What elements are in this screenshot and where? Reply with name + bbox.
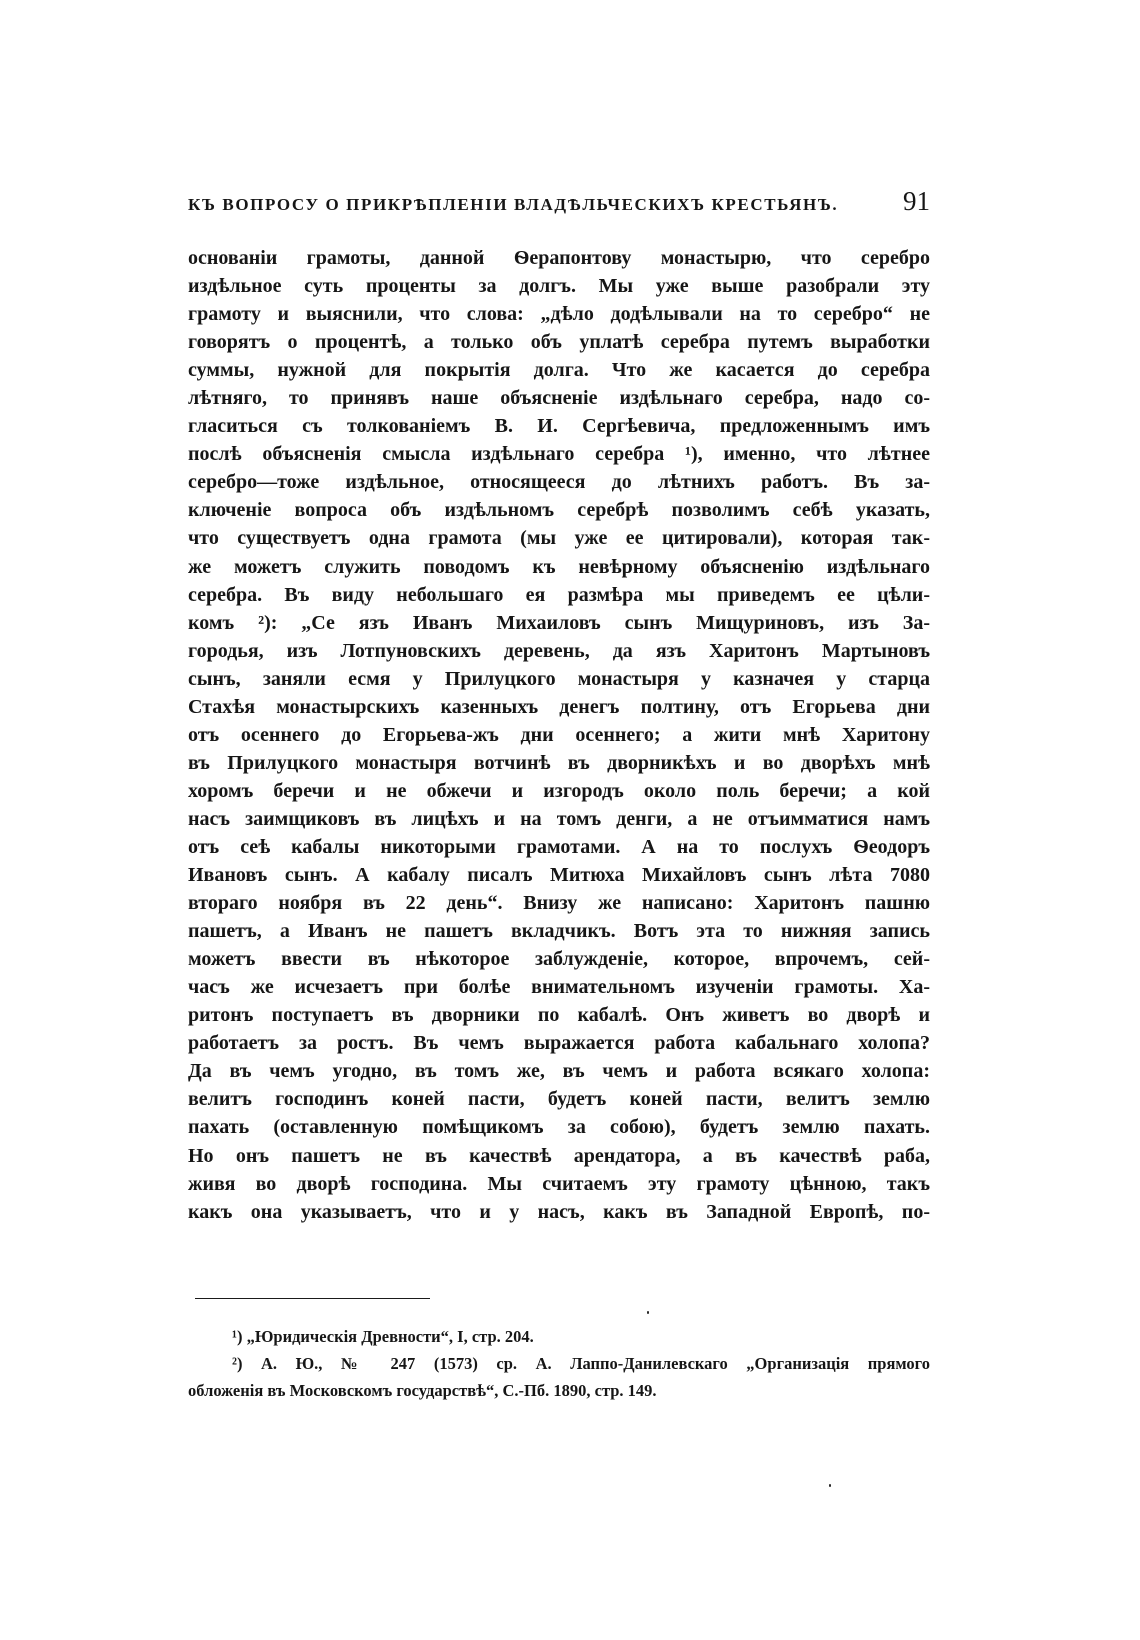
- text-line: часъ же исчезаетъ при болѣе внимательномъ изученіи грамоты. Ха-: [188, 976, 930, 999]
- text-line: что существуетъ одна грамота (мы уже ее цитировали), которая так-: [188, 527, 930, 550]
- footnote-2: ²) А. Ю., № 247 (1573) ср. А. Лаппо-Данилевскаго „Организація прямого: [232, 1354, 930, 1373]
- text-line: суммы, нужной для покрытія долга. Что же касается до серебра: [188, 359, 930, 382]
- text-line: говорятъ о процентѣ, а только объ уплатѣ серебра путемъ выработки: [188, 331, 930, 354]
- text-line: послѣ объясненія смысла издѣльнаго серебра ¹), именно, что лѣтнее: [188, 443, 930, 466]
- text-line: Стахѣя монастырскихъ казенныхъ денегъ полтину, отъ Егорьева дни: [188, 695, 930, 718]
- text-line: хоромъ беречи и не обжечи и изгородъ около поль беречи; а кой: [188, 779, 930, 802]
- text-line: лѣтняго, то принявъ наше объясненіе издѣльнаго серебра, надо со-: [188, 387, 930, 410]
- print-speck: [647, 1311, 649, 1314]
- text-line: какъ она указываетъ, что и у насъ, какъ въ Западной Европѣ, по-: [188, 1200, 930, 1223]
- text-line: же можетъ служить поводомъ къ невѣрному объясненію издѣльнаго: [188, 555, 930, 578]
- print-speck: [829, 1484, 831, 1487]
- running-title: КЪ ВОПРОСУ О ПРИКРѢПЛЕНІИ ВЛАДѢЛЬЧЕСКИХЪ КРЕСТЬЯНЪ.: [188, 195, 839, 214]
- text-line: серебро—тоже издѣльное, относящееся до лѣтнихъ работъ. Въ за-: [188, 471, 930, 494]
- text-line: ритонъ поступаетъ въ дворники по кабалѣ. Онъ живетъ во дворѣ и: [188, 1004, 930, 1027]
- text-line: втораго ноября въ 22 день“. Внизу же написано: Харитонъ пашню: [188, 892, 930, 915]
- text-line: сынъ, заняли есмя у Прилуцкого монастыря у казначея у старца: [188, 667, 930, 690]
- text-line: Но онъ пашетъ не въ качествѣ арендатора, а въ качествѣ раба,: [188, 1144, 930, 1167]
- text-line: живя во дворѣ господина. Мы считаемъ эту грамоту цѣнною, такъ: [188, 1172, 930, 1195]
- text-line: Да въ чемъ угодно, въ томъ же, въ чемъ и работа всякаго холопа:: [188, 1060, 930, 1083]
- body-text: [188, 244, 930, 1226]
- footnote-1: ¹) „Юридическія Древности“, I, стр. 204.: [232, 1327, 534, 1346]
- text-line: отъ сеѣ кабалы никоторыми грамотами. А на то послухъ Ѳеодоръ: [188, 835, 930, 858]
- text-line: издѣльное суть проценты за долгъ. Мы уже выше разобрали эту: [188, 275, 930, 298]
- text-line: пахать (оставленную помѣщикомъ за собою), будетъ землю пахать.: [188, 1116, 930, 1139]
- footnotes: [188, 1323, 930, 1404]
- text-line: можетъ ввести въ нѣкоторое заблужденіе, которое, впрочемъ, сей-: [188, 948, 930, 971]
- text-line: Ивановъ сынъ. А кабалу писалъ Митюха Михайловъ сынъ лѣта 7080: [188, 864, 930, 887]
- page-number: 91: [903, 186, 930, 216]
- text-line: пашетъ, а Иванъ не пашетъ вкладчикъ. Вотъ эта то нижняя запись: [188, 920, 930, 943]
- text-line: грамоту и выяснили, что слова: „дѣло додѣлывали на то серебро“ не: [188, 303, 930, 326]
- text-line: насъ заимщиковъ въ лицѣхъ и на томъ денги, а не отъимматися намъ: [188, 807, 930, 830]
- footnote-rule: [195, 1298, 430, 1299]
- text-line: комъ ²): „Се язъ Иванъ Михаиловъ сынъ Мищуриновъ, изъ За-: [188, 611, 930, 634]
- footnote-2-continuation: обложенія въ Московскомъ государствѣ“, С.-Пб. 1890, стр. 149.: [188, 1381, 657, 1400]
- text-line: гласиться съ толкованіемъ В. И. Сергѣевича, предложеннымъ имъ: [188, 415, 930, 438]
- text-line: отъ осеннего до Егорьева-жъ дни осеннего; а жити мнѣ Харитону: [188, 723, 930, 746]
- running-head: [188, 186, 930, 226]
- text-line: ключеніе вопроса объ издѣльномъ серебрѣ позволимъ себѣ указать,: [188, 499, 930, 522]
- text-line: серебра. Въ виду небольшаго ея размѣра мы приведемъ ее цѣли-: [188, 583, 930, 606]
- text-line: городья, изъ Лотпуновскихъ деревень, да язъ Харитонъ Мартыновъ: [188, 639, 930, 662]
- text-line: работаетъ за ростъ. Въ чемъ выражается работа кабальнаго холопа?: [188, 1032, 930, 1055]
- text-line: велитъ господинъ коней пасти, будетъ коней пасти, велитъ землю: [188, 1088, 930, 1111]
- text-line: основаніи грамоты, данной Ѳерапонтову монастырю, что серебро: [188, 247, 930, 269]
- text-line: въ Прилуцкого монастыря вотчинѣ въ дворникѣхъ и во дворѣхъ мнѣ: [188, 751, 930, 774]
